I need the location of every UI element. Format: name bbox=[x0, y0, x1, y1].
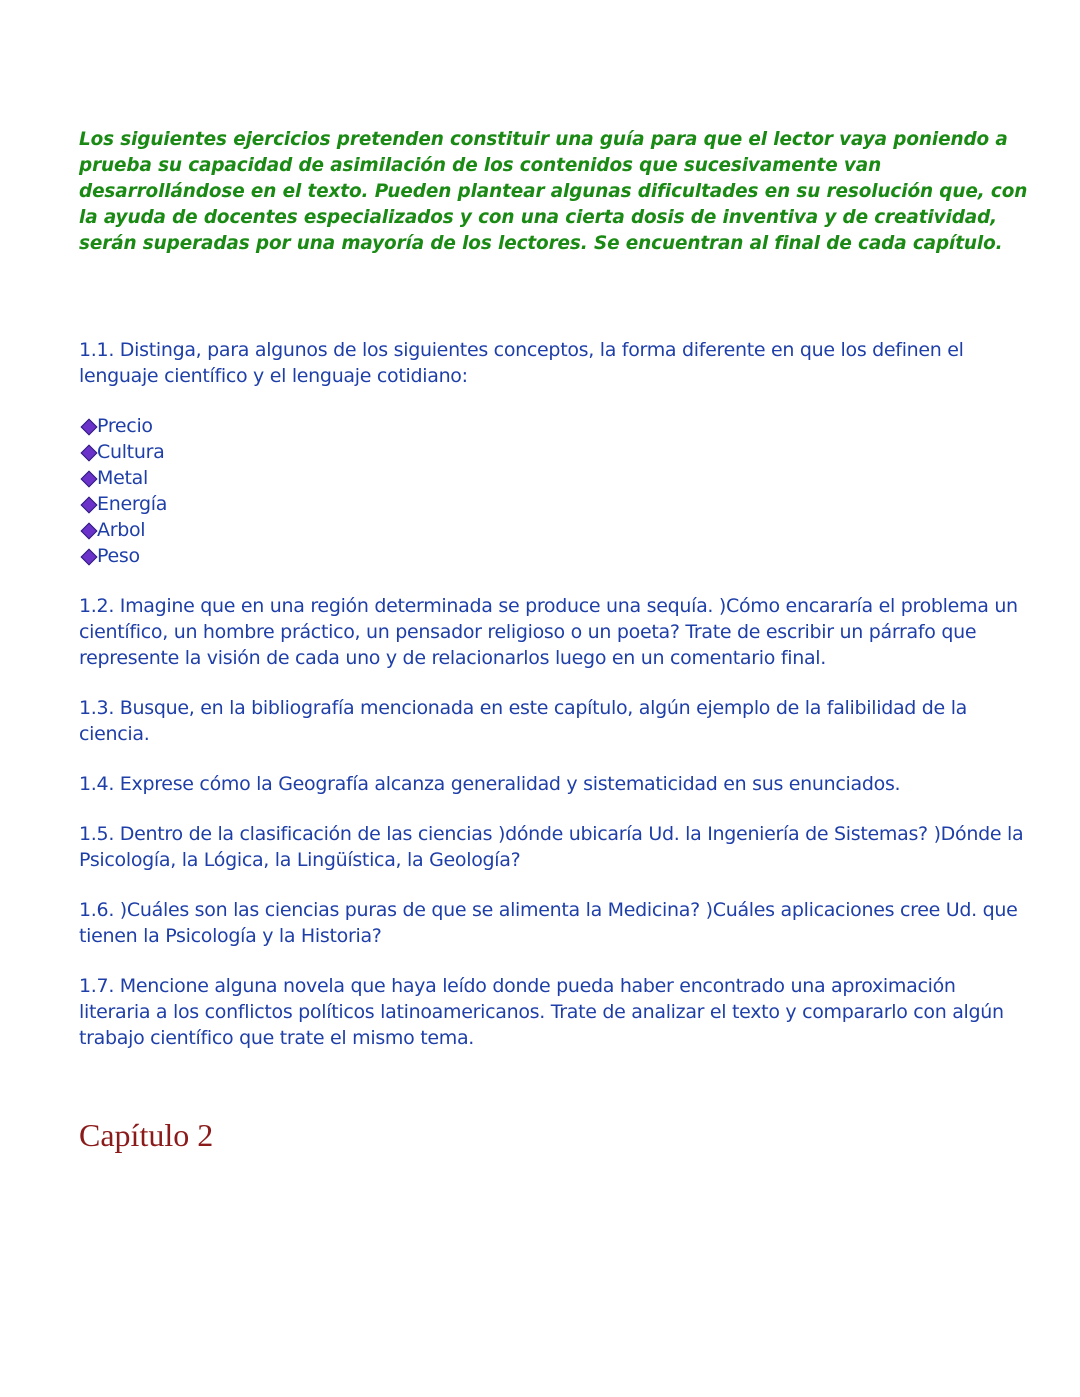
list-item bbox=[79, 517, 1029, 543]
document-page bbox=[79, 127, 1029, 1155]
diamond-bullet-icon bbox=[79, 465, 97, 491]
concept-label: Peso bbox=[97, 545, 140, 567]
concept-list bbox=[79, 413, 1029, 569]
diamond-bullet-icon bbox=[79, 491, 97, 517]
diamond-bullet-icon bbox=[79, 439, 97, 465]
exercise-1-1: 1.1. Distinga, para algunos de los siguientes conceptos, la forma diferente en que los definen el lenguaje científico y el lenguaje cotidiano: bbox=[79, 339, 964, 387]
diamond-bullet-icon bbox=[79, 543, 97, 569]
exercise-1-6: 1.6. )Cuáles son las ciencias puras de que se alimenta la Medicina? )Cuáles aplicaciones cree Ud. que tienen la Psicología y la Historia? bbox=[79, 899, 1018, 947]
exercise-1-2: 1.2. Imagine que en una región determinada se produce una sequía. )Cómo encararía el problema un científico, un hombre práctico, un pensador religioso o un poeta? Trate de escribir un párrafo que represente la visión de cada uno y de relacionarlos luego en un comentario final. bbox=[79, 595, 1018, 669]
concept-label: Energía bbox=[97, 493, 168, 515]
list-item bbox=[79, 491, 1029, 517]
list-item bbox=[79, 543, 1029, 569]
exercise-1-5: 1.5. Dentro de la clasificación de las ciencias )dónde ubicaría Ud. la Ingeniería de Sistemas? )Dónde la Psicología, la Lógica, la Lingüística, la Geología? bbox=[79, 823, 1024, 871]
diamond-bullet-icon bbox=[79, 517, 97, 543]
concept-label: Cultura bbox=[97, 441, 165, 463]
list-item bbox=[79, 413, 1029, 439]
exercise-list bbox=[79, 337, 1029, 1051]
diamond-bullet-icon bbox=[79, 413, 97, 439]
exercise-1-3: 1.3. Busque, en la bibliografía mencionada en este capítulo, algún ejemplo de la falibilidad de la ciencia. bbox=[79, 697, 968, 745]
list-item bbox=[79, 439, 1029, 465]
intro-paragraph: Los siguientes ejercicios pretenden constituir una guía para que el lector vaya poniendo a prueba su capacidad de asimilación de los contenidos que sucesivamente van desarrollándose en el texto. Pueden plantear algunas dificultades en su resolución que, con la ayuda de docentes especializados y con una cierta dosis de inventiva y de creatividad, serán superadas por una mayoría de los lectores. Se encuentran al final de cada capítulo. bbox=[79, 129, 1028, 254]
concept-label: Metal bbox=[97, 467, 148, 489]
exercise-1-4: 1.4. Exprese cómo la Geografía alcanza generalidad y sistematicidad en sus enunciados. bbox=[79, 773, 901, 795]
concept-label: Precio bbox=[97, 415, 153, 437]
chapter-heading: Capítulo 2 bbox=[79, 1117, 214, 1153]
list-item bbox=[79, 465, 1029, 491]
concept-label: Arbol bbox=[97, 519, 146, 541]
exercise-1-7: 1.7. Mencione alguna novela que haya leído donde pueda haber encontrado una aproximación literaria a los conflictos políticos latinoamericanos. Trate de analizar el texto y compararlo con algún trabajo científico que trate el mismo tema. bbox=[79, 975, 1004, 1049]
